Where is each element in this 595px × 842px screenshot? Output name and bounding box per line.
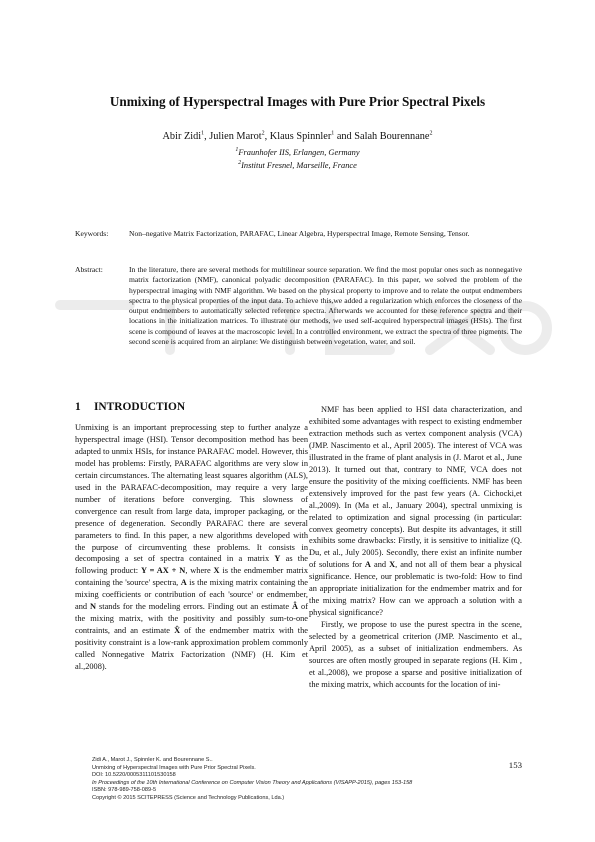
section-title: INTRODUCTION (94, 401, 186, 413)
author-affiliation-mark: 1 (331, 130, 335, 137)
math-symbol: X (389, 560, 396, 570)
keywords-label: Keywords: (75, 229, 109, 238)
citation-footer (92, 757, 412, 803)
footer-line: DOI: 10.5220/0005311101530158 (92, 772, 176, 779)
footer-line: Unmixing of Hyperspectral Images with Pure Prior Spectral Pixels. (92, 764, 256, 771)
author-name: Klaus Spinnler (269, 131, 332, 142)
math-symbol: Â (292, 602, 299, 612)
math-symbol: Y (274, 554, 281, 564)
affiliation-2: $^2$Institut Fresnel, Marseille, France (238, 160, 357, 170)
math-symbol: Y = AX + N (141, 566, 186, 576)
keywords-text: Non–negative Matrix Factorization, PARAFAC, Linear Algebra, Hyperspectral Image, Remote Sensing, Tensor. (129, 229, 470, 238)
math-symbol: A (364, 560, 371, 570)
author-list: Abir Zidi$^1$, Julien Marot$^2$, Klaus Spinnler$^1$ and Salah Bourennane$^2$ (162, 130, 433, 142)
abstract-label: Abstract: (75, 265, 103, 274)
math-symbol: X̂ (174, 626, 181, 636)
footer-line: ISBN: 978-989-758-089-5 (92, 787, 157, 794)
intro-paragraph-3: Firstly, we propose to use the purest spectra in the scene, selected by a geometrical criterion (JMP. Nascimento et al., April 2005), as a subset of initialization endmembers. As sources are often mostly grouped in separate regions (H. Kim , et al.,2008), we propose a sparse and positive initialization of the mixing matrix, which accounts for the location of ini- (309, 620, 522, 689)
author-affiliation-mark: 2 (261, 130, 265, 137)
author-name: Abir Zidi (162, 131, 202, 142)
intro-paragraph-2: NMF has been applied to HSI data characterization, and exhibited some advantages with respect to existing endmember extraction methods such as vertex component analysis (VCA) (JMP. Nascimento et al., April 2005). The interest of VCA was illustrated in the frame of plant analysis in (J. Marot et al., June 2013). It turned out that, contrary to NMF, VCA does not ensure the positivity of the mixing coefficients. NMF has been extensively improved for the past few years (A. Cichocki,et al.,2009). In (Ma et al., January 2004), spectral unmixing is related to optimization and signal processing (in particular: convex geometry concepts). But despite its advantages, it still exhibits some drawbacks: Firstly, it is sensitive to initialize (Q. Du, et al., July 2005). Secondly, there exist an infinite number of solutions for A and X, and not all of them bear a physical significance. Hence, our problematic is two-fold: How to find an appropriate initialization for the endmember matrix and for the mixing matrix? How can we approach a solution with a physical significance? (309, 405, 522, 618)
math-symbol: X (213, 566, 220, 576)
page-number: 153 (508, 760, 522, 770)
left-column (75, 422, 308, 673)
paper-title: Unmixing of Hyperspectral Images with Pure Prior Spectral Pixels (109, 94, 486, 109)
author-name: Julien Marot (209, 131, 262, 142)
section-heading (75, 401, 185, 413)
math-symbol: A (180, 578, 187, 588)
author-name: Salah Bourennane (354, 131, 430, 142)
section-number: 1 (75, 401, 81, 413)
math-symbol: N (90, 602, 97, 612)
footer-line: Copyright © 2015 SCITEPRESS (Science and Technology Publications, Lda.) (92, 794, 285, 801)
author-affiliation-mark: 1 (201, 130, 205, 137)
footer-line: Zidi A., Marot J., Spinnler K. and Bourennane S.. (92, 757, 213, 763)
author-affiliation-mark: 2 (429, 130, 433, 137)
right-column (309, 404, 522, 691)
affiliation-1: $^1$Fraunhofer IIS, Erlangen, Germany (235, 147, 360, 157)
abstract-text: In the literature, there are several methods for multilinear source separation. We find the most popular ones such as nonnegative matrix factorization (NMF), canonical polyadic decomposition (PARAFAC). In this paper, we solved the problem of the hyperspectral imaging with NMF algorithm. We based on the physical property to improve and to relate the output endmembers spectra to the physical properties of the input data. To achieve this,we added a regularization which enforces the closeness of the output endmembers to automatically selected reference spectra. Afterwards we accounted for these reference spectra and their locations in the initialization matrices. To illustrate our methods, we used self-acquired hyperspectral images (HSIs). The first scene is compound of leaves at the macroscopic level. In a controlled environment, we extract the spectra of three pigments. The second scene is acquired from an airplane: We distinguish between vegetation, water, and soil. (129, 265, 522, 347)
footer-line: In Proceedings of the 10th International Conference on Computer Vision Theory and Applications (VISAPP-2015), pages 153-158 (92, 779, 413, 786)
intro-paragraph-1: Unmixing is an important preprocessing step to further analyze a hyperspectral image (HSI). Tensor decomposition method has been adapted to unmix HSIs, for instance PARAFAC model. However, this model has problems: Firstly, PARAFAC algorithms are very slow in certain circumstances. The alternating least squares algorithm (ALS), used in the PARAFAC-decomposition, may require a very large number of iterations before converging. This slowness of convergence can result from large data, improper packaging, or the presence of degeneration. Secondly PARAFAC there are several parameters to find. In this paper, a new algorithms developed with the purpose of circumventing these problems. It consists in decomposing a set of spectra contained in a matrix Y as the following product: Y = AX + N, where X is the endmember matrix containing the 'source' spectra, A is the mixing matrix containing the mixing coefficients or contribution of each 'source' or endmember, and N stands for the modeling errors. Finding out an estimate Â of the mixing matrix, with the positivity and possibly sum-to-one contraints, and an estimate X̂ of the endmember matrix with the positivity constraint is a low-rank approximation problem commonly called Nonnegative Matrix Factorization (NMF) (H. Kim et al.,2008). (75, 423, 308, 672)
